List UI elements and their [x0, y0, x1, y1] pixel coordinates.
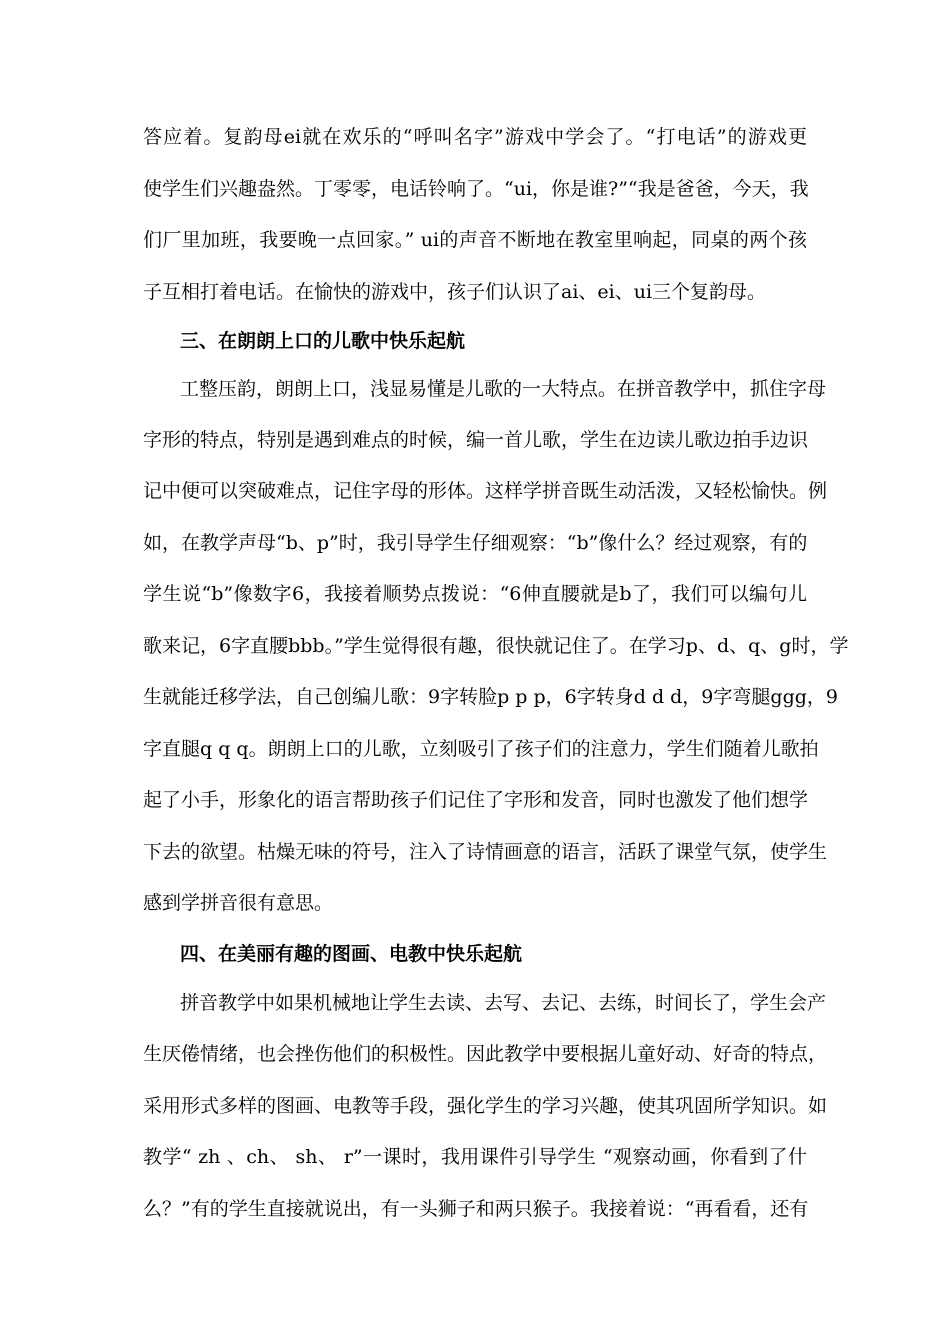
paragraph-line: 下去的欲望。枯燥无味的符号，注入了诗情画意的语言，活跃了课堂气氛，使学生	[143, 841, 828, 863]
paragraph-line: 子互相打着电话。在愉快的游戏中，孩子们认识了ai、ei、ui三个复韵母。	[143, 281, 767, 303]
paragraph-line: 们厂里加班，我要晚一点回家。” ui的声音不断地在教室里响起，同桌的两个孩	[143, 229, 807, 251]
paragraph-line: 么？”有的学生直接就说出，有一头狮子和两只猴子。我接着说：“再看看，还有	[143, 1198, 809, 1220]
paragraph-line: 起了小手，形象化的语言帮助孩子们记住了字形和发音，同时也激发了他们想学	[143, 789, 809, 811]
paragraph-line: 学生说“b”像数字6，我接着顺势点拨说：“6伸直腰就是b了，我们可以编句儿	[143, 583, 807, 605]
paragraph-line: 采用形式多样的图画、电教等手段，强化学生的学习兴趣，使其巩固所学知识。如	[143, 1095, 828, 1117]
section-heading-3: 三、在朗朗上口的儿歌中快乐起航	[180, 330, 466, 352]
paragraph-line: 工整压韵，朗朗上口，浅显易懂是儿歌的一大特点。在拼音教学中，抓住字母	[180, 378, 827, 400]
paragraph-line: 使学生们兴趣盎然。丁零零，电话铃响了。“ui，你是谁?”“我是爸爸，今天，我	[143, 178, 809, 200]
paragraph-line: 答应着。复韵母ei就在欢乐的“呼叫名字”游戏中学会了。“打电话”的游戏更	[143, 126, 807, 148]
paragraph-line: 记中便可以突破难点，记住字母的形体。这样学拼音既生动活泼，又轻松愉快。例	[143, 480, 828, 502]
section-heading-4: 四、在美丽有趣的图画、电教中快乐起航	[180, 943, 523, 965]
paragraph-line: 教学“ zh 、ch、 sh、 r”一课时，我用课件引导学生 “观察动画，你看到了什	[143, 1146, 807, 1168]
paragraph-line: 字直腿q q q。朗朗上口的儿歌，立刻吸引了孩子们的注意力，学生们随着儿歌拍	[143, 738, 819, 760]
paragraph-line: 歌来记，6字直腰bbb。”学生觉得很有趣，很快就记住了。在学习p、d、q、g时，学	[143, 635, 849, 657]
paragraph-line: 拼音教学中如果机械地让学生去读、去写、去记、去练，时间长了，学生会产	[180, 992, 827, 1014]
paragraph-line: 生厌倦情绪，也会挫伤他们的积极性。因此教学中要根据儿童好动、好奇的特点，	[143, 1043, 828, 1065]
paragraph-line: 字形的特点，特别是遇到难点的时候，编一首儿歌，学生在边读儿歌边拍手边识	[143, 429, 809, 451]
paragraph-line: 感到学拼音很有意思。	[143, 892, 334, 914]
paragraph-line: 生就能迁移学法，自己创编儿歌：9字转脸p p p，6字转身d d d，9字弯腿ggg，9	[143, 686, 838, 708]
paragraph-line: 如，在教学声母“b、p”时，我引导学生仔细观察：“b”像什么？经过观察，有的	[143, 532, 808, 554]
